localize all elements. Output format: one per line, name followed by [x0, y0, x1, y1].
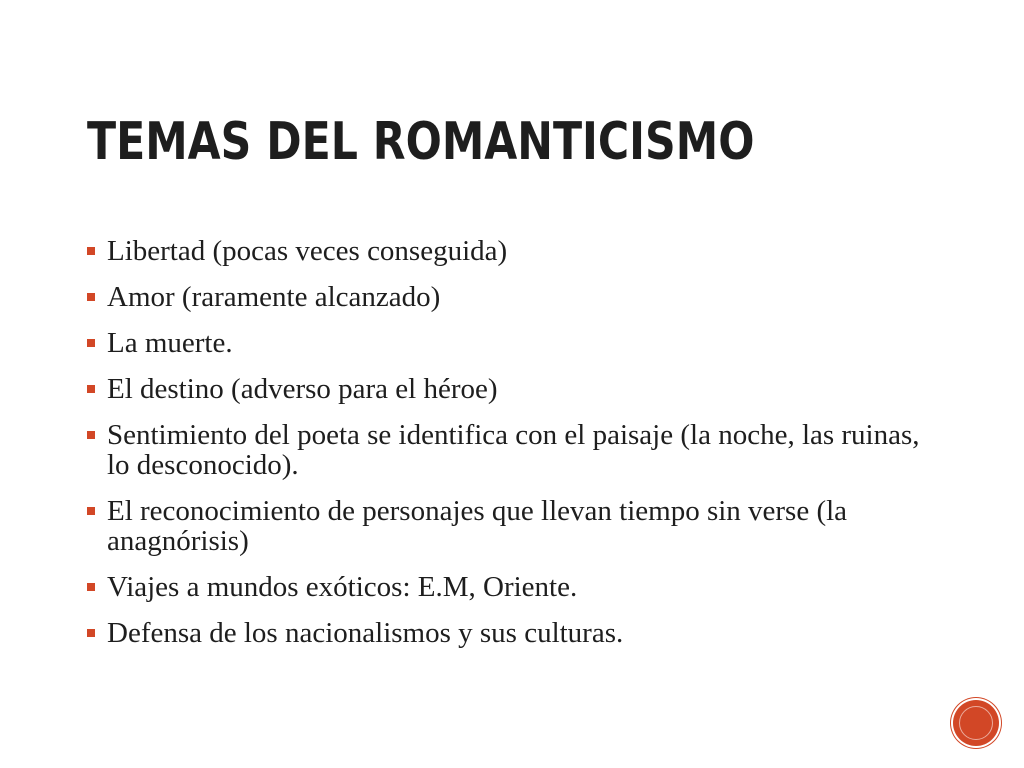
bullet-text: Libertad (pocas veces conseguida) [107, 235, 508, 267]
list-item [86, 618, 946, 648]
bullet-square-icon [87, 247, 95, 255]
bullet-text: Defensa de los nacionalismos y sus culturas. [107, 617, 624, 649]
list-item [86, 374, 946, 404]
list-item [86, 282, 946, 312]
slide-title: TEMAS DEL ROMANTICISMO [87, 112, 755, 172]
bullet-text: Sentimiento del poeta se identifica con el paisaje (la noche, las ruinas, lo desconocido). [107, 419, 920, 481]
bullet-text: El destino (adverso para el héroe) [107, 373, 498, 405]
bullet-square-icon [87, 431, 95, 439]
bullet-text: La muerte. [107, 327, 233, 359]
list-item [86, 328, 946, 358]
next-slide-button[interactable] [953, 700, 999, 746]
bullet-square-icon [87, 629, 95, 637]
list-item [86, 572, 946, 602]
list-item [86, 420, 946, 480]
bullet-square-icon [87, 339, 95, 347]
bullet-text: Amor (raramente alcanzado) [107, 281, 441, 313]
bullet-square-icon [87, 583, 95, 591]
bullet-square-icon [87, 507, 95, 515]
bullet-square-icon [87, 385, 95, 393]
list-item [86, 496, 946, 556]
bullet-square-icon [87, 293, 95, 301]
bullet-text: El reconocimiento de personajes que llevan tiempo sin verse (la anagnórisis) [107, 495, 848, 557]
bullet-list [86, 236, 946, 664]
bullet-text: Viajes a mundos exóticos: E.M, Oriente. [107, 571, 578, 603]
list-item [86, 236, 946, 266]
